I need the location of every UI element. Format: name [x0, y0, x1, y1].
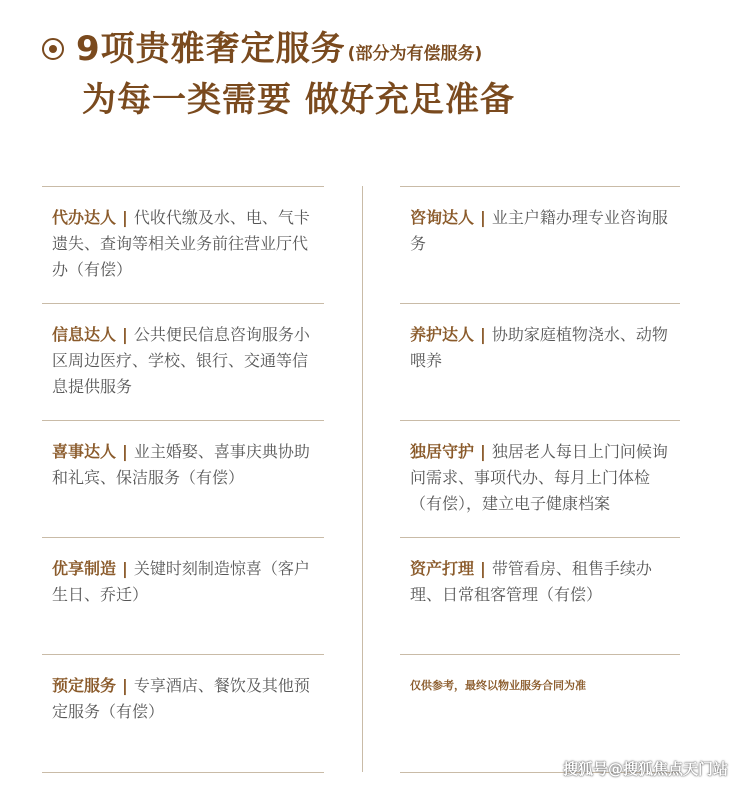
service-desc: 带管看房、租售手续办理、日常租客管理（有偿）: [410, 559, 652, 604]
note-cell: [400, 654, 680, 771]
separator: |: [480, 559, 486, 578]
service-desc: 代收代缴及水、电、气卡遗失、查询等相关业务前往营业厅代办（有偿）: [52, 208, 310, 279]
service-desc: 独居老人每日上门问候询问需求、事项代办、每月上门体检（有偿），建立电子健康档案: [410, 442, 668, 513]
service-desc: 公共便民信息咨询服务小区周边医疗、学校、银行、交通等信息提供服务: [52, 325, 310, 396]
service-desc: 专享酒店、餐饮及其他预定服务（有偿）: [52, 676, 310, 721]
service-key: 独居守护: [410, 442, 475, 461]
service-cell: [42, 420, 324, 537]
service-key: 预定服务: [52, 676, 117, 695]
title-row: [42, 22, 482, 70]
separator: |: [480, 442, 486, 461]
disclaimer-note: 仅供参考，最终以物业服务合同为准: [410, 679, 586, 692]
column-divider: [362, 186, 363, 772]
title-note: (部分为有偿服务): [347, 44, 483, 64]
separator: |: [480, 325, 486, 344]
service-desc: 协助家庭植物浇水、动物喂养: [410, 325, 668, 370]
service-cell: [400, 186, 680, 303]
service-key: 资产打理: [410, 559, 475, 578]
left-column: [42, 186, 324, 771]
service-cell: [400, 537, 680, 654]
separator: |: [480, 208, 486, 227]
separator: |: [122, 676, 128, 695]
service-cell: [42, 303, 324, 420]
separator: |: [122, 208, 128, 227]
right-column: [400, 186, 680, 771]
service-cell: [400, 420, 680, 537]
service-cell: [42, 537, 324, 654]
service-key: 优享制造: [52, 559, 117, 578]
bottom-rule-left: [42, 772, 324, 773]
service-desc: 关键时刻制造惊喜（客户生日、乔迁）: [52, 559, 310, 604]
service-key: 信息达人: [52, 325, 117, 344]
service-desc: 业主婚娶、喜事庆典协助和礼宾、保洁服务（有偿）: [52, 442, 310, 487]
service-key: 喜事达人: [52, 442, 117, 461]
bullet-icon: [42, 38, 64, 60]
service-key: 养护达人: [410, 325, 475, 344]
separator: |: [122, 325, 128, 344]
service-cell: [400, 303, 680, 420]
service-cell: [42, 186, 324, 303]
service-key: 咨询达人: [410, 208, 475, 227]
header: [42, 22, 482, 70]
service-key: 代办达人: [52, 208, 117, 227]
service-desc: 业主户籍办理专业咨询服务: [410, 208, 668, 253]
service-cell: [42, 654, 324, 771]
separator: |: [122, 442, 128, 461]
watermark: 搜狐号@搜狐焦点天门站: [562, 760, 728, 778]
page-title: 9项贵雅奢定服务: [76, 29, 346, 69]
page-subtitle: 为每一类需要 做好充足准备: [82, 80, 515, 120]
separator: |: [122, 559, 128, 578]
